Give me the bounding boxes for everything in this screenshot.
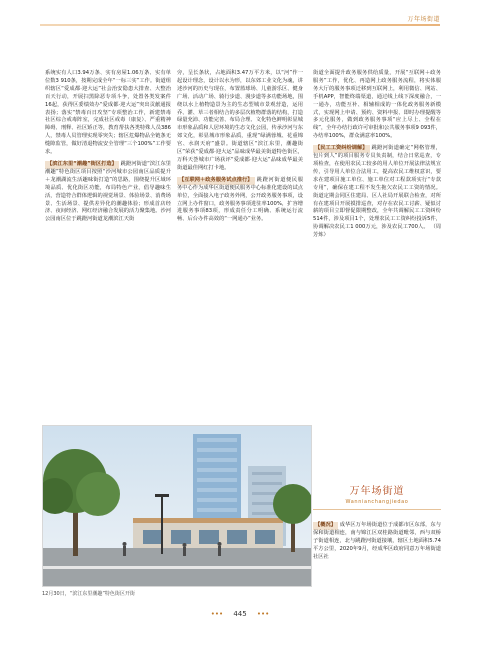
street-scene-illustration: [43, 426, 311, 586]
section-heading: 【互联网＋政务服务试点推行】: [179, 176, 253, 183]
paragraph: 系统实有人口3.94万条、实有房屋1.06万条、实有单位数3 910条，按期完成全年“一标三实”工作。街道组织辖区“爱成都·迎大运”社会治安隐患大排查、大整治百天行动，开展扫黑除恶专项斗争，处置各类发案件16起，获得区委绩效办“爱成都·迎大运”突出贡献通报表扬；落实“禁毒百日攻坚”专项整治工作，新建禁毒社区综合戒毒阵室，完成社区戒毒（康复）、严重精神障碍、刑释、社区矫正等，教育帮扶各类特殊人员386人，禁毒人员管理实现零突失；辖区危爆物品全链条无缝隙监管，做好清退物流安全管理“三个100%”工作要求。: [45, 70, 171, 156]
header-rule: [40, 24, 440, 26]
lamp-post: [161, 496, 163, 554]
section-heading: 【概况】: [315, 522, 336, 528]
page-number-ornament-right: •••: [256, 610, 270, 618]
street-photo: [42, 425, 312, 587]
page-number-text: 445: [233, 610, 247, 618]
subsection-pinyin: Wannianchangjiedao: [345, 499, 409, 505]
subsection-rule: [313, 509, 441, 510]
running-section-tag: 万年场街道: [407, 16, 440, 23]
column-2: [177, 70, 303, 224]
subsection-heading: [313, 478, 441, 518]
paragraph: 跳蹬河街道便民服务中心作为成华区街道便民服务中心标准化建设的试点单位，全面接入电子政务外网，公开政务服务事项，设立网上办件窗口，政务服务事项进驻率100%，扩容增进服务事项83项，形成责任分工明确、系统运行流畅、后台办件高效的“一网通办”业务。: [177, 176, 304, 223]
column-3: [313, 70, 441, 240]
paragraph: 旁，呈长条状，占地面积3.47万平方米，以“河”作一起设计理念，设计以水为形，以东郊工业文化为魂，讲述沙河的历史与现在，布置篮球场、儿童游乐区、健身广场、活动广场、骑行步道、漫步道等多功能场地，围绕以水上植物造景为主的生态型城市景观营造，运用乔、灌、草三者相结合的多层次植物群落的结构，打造绿量充沛、功能完善、布局合理、文化特色鲜明彰显城市形象品质和人居环境的生态文化公园，传承沙河与东郊文化，彰显城市形象品质，重现“绿满蓉城、花重锦官、水润天府”盛景。街道辖区“滨江东里，潮趣街区”荣获“爱成都·迎大运”品味成华最美街道特色街区，万科天荟城市广场获评“爱成都·迎大运”品味成华最美街道最佳网红打卡地。: [177, 70, 303, 171]
page-number: [0, 610, 480, 618]
photo-caption: 12月30日，“滨江东里潮趣”特色街区开街: [42, 591, 135, 597]
paragraph: 街道全面提升政务服务供给质量，开展“互联网＋政务服务”工作，优化、再造网上政务服务流程，将实体服务大厅的服务事项迁移到互联网上，利用微信、网站、手机APP，智能终端渠道，通过线上线下深度融合，一一通办，功能互补、相辅相成的一体化政务服务新模式，实现网上申请、预约、资料申报、即时办理提醒等多元化服务，做到政务服务事项“应上尽上、全程在线”，全年办结行政许可审批和公共服务事项9 093件，办结率100%，群众满意率100%。: [313, 70, 441, 140]
column-3-lower: [313, 522, 441, 562]
column-1: [45, 70, 171, 224]
paragraph: 跳蹬河街道确定“网格管理，包片到人”的项目服务专员负责制，结合日常巡查，专项检查，在使用农民工较多的用人单位开展法律法规宣传，引导用人单位合法用工，提高农民工维权意识，要求在建项目施工单位、施工单位对工程款项实行“专款专用”，确保在建工程不发生拖欠农民工工资的情况。街道定期会同区住建局、区人社局开展联合检查，对所有在建项目开展摸排巡查，对存在农民工讨薪、疑似讨薪的项目立即督促限期整改，全年共调解民工工资纠纷514件，涉及项目1个，处理农民工工资纠纷投诉5件，协调解决农民工1 000万元，涉及农民工700人。: [313, 145, 441, 231]
subsection-title: 万年场街道: [349, 486, 405, 497]
page-number-ornament-left: •••: [210, 610, 224, 618]
paragraph: 成华区万年场街道位于成都市区东部，东与保和街道相连，南与锦江区双桂路街道毗邻，西与双桥子街道相连，北与跳蹬河街道接壤，辖区土地面积5.74平方公里，2020年9月，经成华区政府同意万年场街道社区社: [313, 522, 442, 560]
paragraph: 跳蹬河街道“滨江东里潮趣”特色街区项目按照“沙河城市公园南区品质提升＋龙潮湖流生活趣味街打造”的思路，围绕提升区域环境品质、优化街区功能，布局特色产业，倡导趣味生活，营造符合群体逻辑的视觉场景、体验场景、消费场景、生活场景、提供差异化的潮趣体验；形成首店经济、夜间经济、网红经济融合发展的活力聚集地。沙河公园南区位于跳蹬河街道龙潮滨江天街: [45, 160, 171, 223]
section-heading: 【民工工资纠纷调解】: [315, 145, 368, 152]
section-heading: 【滨江东里“潮趣”街区打造】: [47, 160, 117, 167]
author-signoff: （周芳炼）: [313, 224, 442, 239]
